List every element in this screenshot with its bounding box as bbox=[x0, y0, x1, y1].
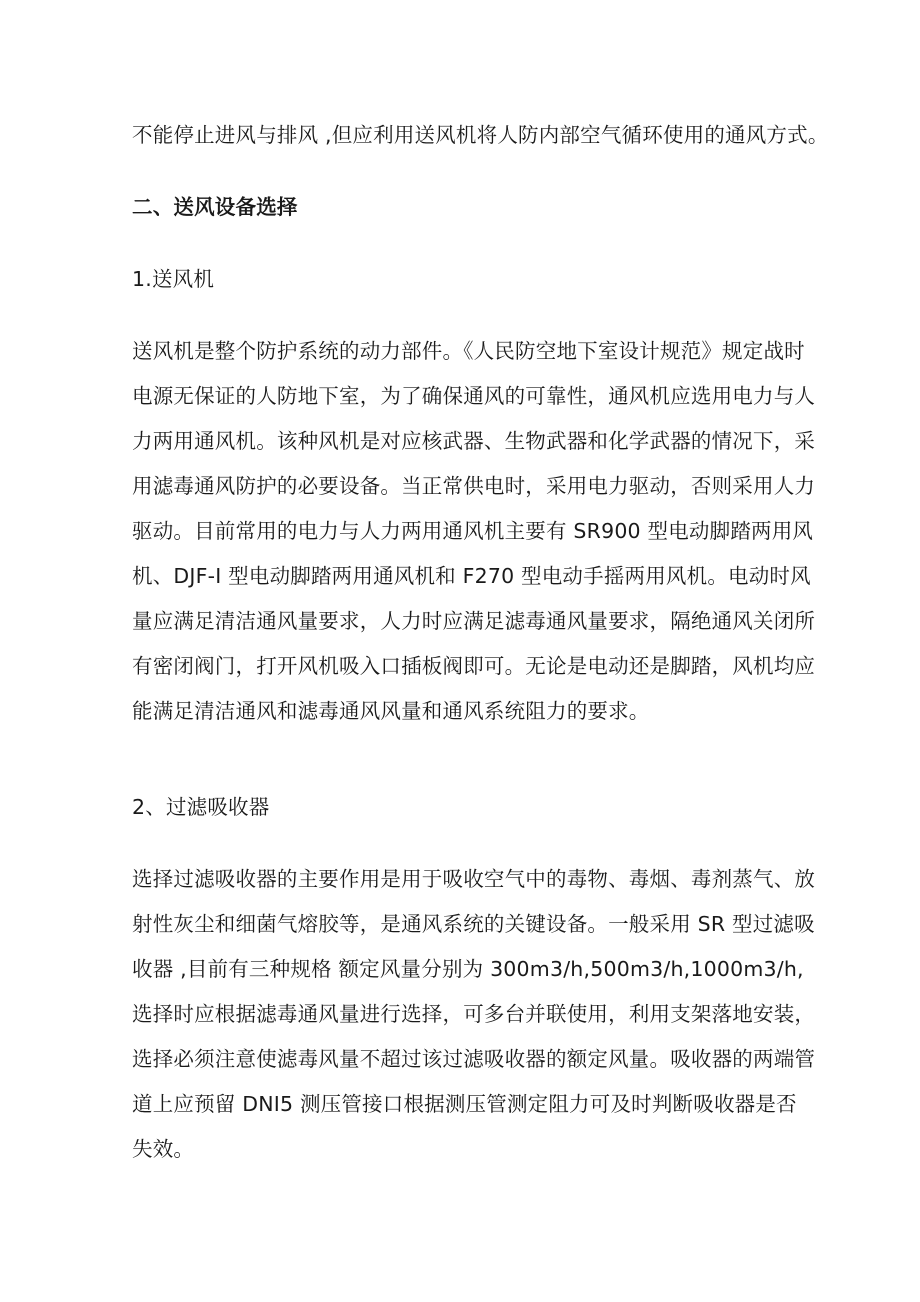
subsection-1-title: 1.送风机 bbox=[132, 267, 215, 291]
paragraph-line: 量应满足清洁通风量要求，人力时应满足滤毒通风量要求，隔绝通风关闭所 bbox=[132, 609, 816, 633]
paragraph-line: 力两用通风机。该种风机是对应核武器、生物武器和化学武器的情况下，采 bbox=[132, 429, 816, 453]
paragraph-line: 选择必须注意使滤毒风量不超过该过滤吸收器的额定风量。吸收器的两端管 bbox=[132, 1047, 816, 1071]
paragraph-line: 道上应预留 DNI5 测压管接口根据测压管测定阻力可及时判断吸收器是否 bbox=[132, 1092, 797, 1116]
subsection-2-title: 2、过滤吸收器 bbox=[132, 795, 270, 819]
paragraph-line: 机、DJF-I 型电动脚踏两用通风机和 F270 型电动手摇两用风机。电动时风 bbox=[132, 564, 811, 588]
paragraph-line: 有密闭阀门，打开风机吸入口插板阀即可。无论是电动还是脚踏，风机均应 bbox=[132, 654, 816, 678]
paragraph-line: 选择时应根据滤毒通风量进行选择，可多台并联使用，利用支架落地安装， bbox=[132, 1002, 816, 1026]
paragraph-line: 用滤毒通风防护的必要设备。当正常供电时，采用电力驱动，否则采用人力 bbox=[132, 474, 816, 498]
paragraph-line: 射性灰尘和细菌气熔胶等，是通风系统的关键设备。一般采用 SR 型过滤吸 bbox=[132, 912, 815, 936]
paragraph-line: 驱动。目前常用的电力与人力两用通风机主要有 SR900 型电动脚踏两用风 bbox=[132, 519, 814, 543]
paragraph-line: 选择过滤吸收器的主要作用是用于吸收空气中的毒物、毒烟、毒剂蒸气、放 bbox=[132, 867, 816, 891]
paragraph-line: 失效。 bbox=[132, 1137, 195, 1161]
section-heading: 二、送风设备选择 bbox=[132, 195, 298, 219]
paragraph-line: 收器 ,目前有三种规格 额定风量分别为 300m3/h,500m3/h,1000m3/h, bbox=[132, 957, 804, 981]
paragraph-line: 送风机是整个防护系统的动力部件。《人民防空地下室设计规范》规定战时 bbox=[132, 339, 805, 363]
intro-tail-text: 不能停止进风与排风 ,但应利用送风机将人防内部空气循环使用的通风方式。 bbox=[132, 123, 829, 147]
paragraph-line: 能满足清洁通风和滤毒通风风量和通风系统阻力的要求。 bbox=[132, 699, 650, 723]
paragraph-line: 电源无保证的人防地下室，为了确保通风的可靠性，通风机应选用电力与人 bbox=[132, 384, 816, 408]
